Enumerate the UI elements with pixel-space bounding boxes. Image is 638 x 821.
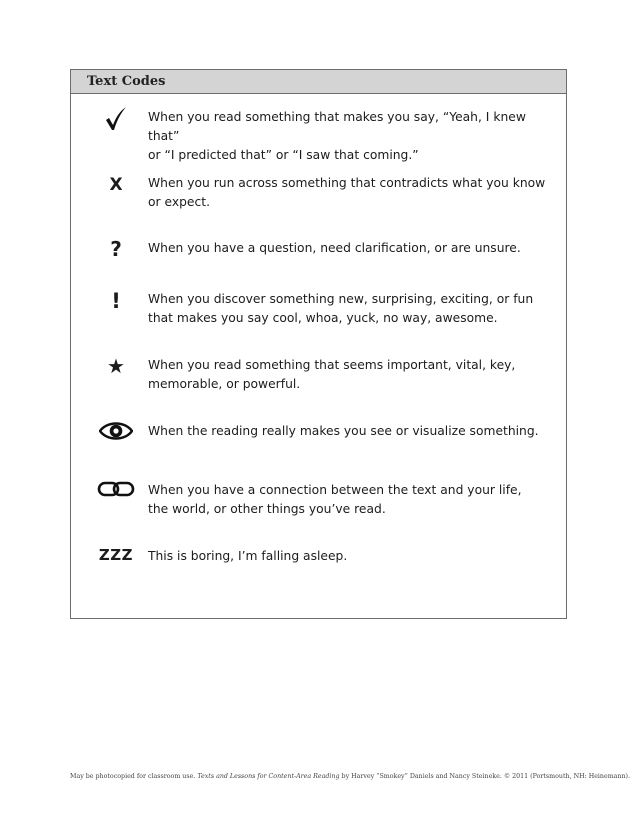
eye-icon xyxy=(79,421,153,441)
code-description: When you run across something that contradicts what you know or expect. xyxy=(148,176,546,209)
code-description: When the reading really makes you see or visualize something. xyxy=(148,424,539,438)
star-icon: ★ xyxy=(107,354,125,378)
code-description: This is boring, I’m falling asleep. xyxy=(148,549,348,563)
code-description: When you read something that seems important, vital, key, memorable, or powerful. xyxy=(148,358,516,391)
box-title: Text Codes xyxy=(71,70,566,94)
copyright-footer: May be photocopied for classroom use. Texts and Lessons for Content-Area Reading by Harvey “Smokey” Daniels and Nancy Steineke. © 2011 (Portsmouth, NH: Heinemann). xyxy=(70,773,631,780)
code-description: When you have a connection between the text and your life, the world, or other things you’ve read. xyxy=(148,483,522,516)
book-title: Texts and Lessons for Content-Area Reading xyxy=(197,773,340,780)
exclamation-mark-icon: ! xyxy=(111,289,121,313)
text-codes-box xyxy=(70,69,567,619)
code-description: When you discover something new, surprising, exciting, or fun that makes you say cool, whoa, yuck, no way, awesome. xyxy=(148,292,534,325)
sleep-zzz-icon: ZZZ xyxy=(98,546,134,564)
code-description: When you read something that makes you say, “Yeah, I knew that” or “I predicted that” or “I saw that coming.” xyxy=(148,110,526,162)
checkmark-icon xyxy=(79,106,153,132)
code-description: When you have a question, need clarification, or are unsure. xyxy=(148,241,521,255)
x-mark-icon: X xyxy=(109,175,123,195)
question-mark-icon: ? xyxy=(110,237,122,261)
chain-link-icon xyxy=(79,480,153,498)
